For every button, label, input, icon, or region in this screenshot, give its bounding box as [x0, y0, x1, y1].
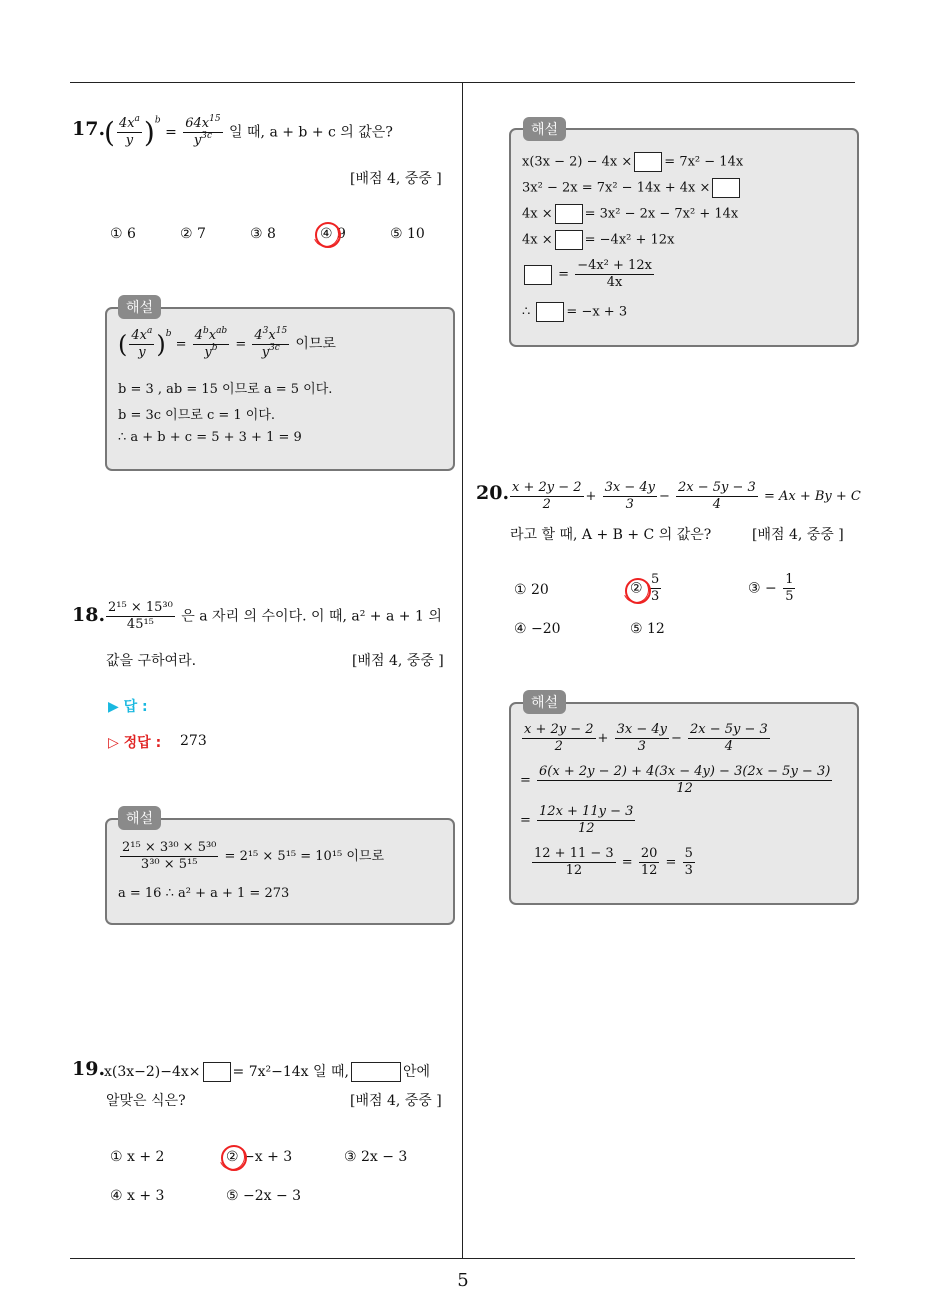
- q19-explain-line-2: 3x² − 2x = 7x² − 14x + 4x ×: [522, 178, 742, 198]
- q18-correct-label: ▷ 정답 :: [108, 735, 162, 751]
- q19-explain-line-1: x(3x − 2) − 4x × = 7x² − 14x: [522, 152, 743, 172]
- q20-selected-mark-icon: [625, 578, 651, 604]
- q20-stem: $\frac{x + 2y - 2}{2}$ + $\frac{3x - 4y}{3}$ − $\frac{2x - 5y - 3}{4}$ = Ax + By + C: [512, 480, 861, 512]
- q18-answer-label: ▶ 답 :: [108, 699, 148, 715]
- q20-choice-2[interactable]: ② $\frac{5}{3}$: [630, 572, 660, 604]
- q20-choice-3[interactable]: ③ − $\frac{1}{5}$: [748, 572, 794, 604]
- q18-explain-line-2: a = 16 ∴ a² + a + 1 = 273: [118, 886, 290, 901]
- q20-explain-line-4: $\frac{12 + 11 - 3}{12}$ = $\frac{20}{12}$ = $\frac{5}{3}$: [534, 846, 693, 878]
- q18-stem: $\frac{\text{2¹⁵ × 15³⁰}}{\text{45¹⁵}}$ 은 a 자리 의 수이다. 이 때, a² + a + 1 의: [108, 600, 442, 632]
- q20-choice-5[interactable]: ⑤ 12: [630, 621, 665, 637]
- q17-explain-line-2: b = 3 , ab = 15 이므로 a = 5 이다.: [118, 382, 333, 397]
- q20-explain-line-2: = $\frac{6(x + 2y - 2) + 4(3x - 4y) - 3(2x - 5y - 3)}{12}$: [520, 764, 831, 796]
- q19-choice-3[interactable]: ③ 2x − 3: [344, 1149, 408, 1165]
- q17-stem: ( $\frac{4x^a}{y}$ )$^b$ = $\frac{64x^{15}}{y^{3c}}$ 일 때, a + b + c 의 값은?: [104, 114, 393, 149]
- q20-explain-line-1: $\frac{x + 2y - 2}{2}$ + $\frac{3x - 4y}{3}$ − $\frac{2x - 5y - 3}{4}$: [524, 722, 768, 754]
- q19-stem-line-2: 알맞은 식은?: [106, 1093, 186, 1109]
- q17-explain-line-3: b = 3c 이므로 c = 1 이다.: [118, 408, 276, 423]
- q19-number: 19.: [72, 1058, 106, 1080]
- q19-choice-2[interactable]: ② −x + 3: [226, 1149, 293, 1165]
- q17-choice-4[interactable]: ④ 9: [320, 226, 346, 242]
- q19-blank-box-2: [351, 1062, 401, 1082]
- q19-explain-line-3: 4x × = 3x² − 2x − 7x² + 14x: [522, 204, 738, 224]
- q17-choice-5[interactable]: ⑤ 10: [390, 226, 425, 242]
- q20-explanation-label: 해설: [523, 690, 566, 714]
- q20-number: 20.: [476, 482, 510, 504]
- page-number: 5: [457, 1270, 469, 1291]
- q17-selected-mark-icon: [315, 222, 341, 248]
- q19-explain-line-5: = $\frac{\text{−4x² + 12x}}{4x}$: [522, 258, 656, 291]
- q17-choice-1[interactable]: ① 6: [110, 226, 136, 242]
- q17-explain-line-4: ∴ a + b + c = 5 + 3 + 1 = 9: [118, 430, 302, 445]
- q17-choice-3[interactable]: ③ 8: [250, 226, 276, 242]
- q20-explain-line-3: = $\frac{12x + 11y - 3}{12}$: [520, 804, 634, 836]
- column-divider: [462, 83, 463, 1258]
- q19-explain-line-6: ∴ = −x + 3: [522, 302, 627, 322]
- q17-explain-line-1: ( $\frac{4x^a}{y}$ )$^b$ = $\frac{4^bx^{ab}}{y^b}$ = $\frac{4^3x^{15}}{y^{3c}}$ 이므로: [118, 326, 336, 360]
- q17-choice-2[interactable]: ② 7: [180, 226, 206, 242]
- q19-blank-box: [203, 1062, 231, 1082]
- bottom-rule: [70, 1258, 855, 1259]
- q19-explain-line-4: 4x × = −4x² + 12x: [522, 230, 674, 250]
- q20-choice-4[interactable]: ④ −20: [514, 621, 561, 637]
- q18-meta: [배점 4, 중중 ]: [352, 653, 444, 669]
- q19-selected-mark-icon: [221, 1145, 247, 1171]
- q20-stem-line-2: 라고 할 때, A + B + C 의 값은?: [510, 527, 712, 543]
- q19-stem: x(3x−2)−4x× = 7x²−14x 일 때, 안에: [104, 1064, 431, 1080]
- q18-stem-line-2: 값을 구하여라.: [106, 653, 197, 669]
- q18-explanation-label: 해설: [118, 806, 161, 830]
- q18-number: 18.: [72, 604, 106, 626]
- q19-choice-1[interactable]: ① x + 2: [110, 1149, 165, 1165]
- q17-meta: [배점 4, 중중 ]: [350, 171, 442, 187]
- q19-choice-4[interactable]: ④ x + 3: [110, 1188, 165, 1204]
- q17-explanation-label: 해설: [118, 295, 161, 319]
- q19-choice-5[interactable]: ⑤ −2x − 3: [226, 1188, 302, 1204]
- q20-choice-1[interactable]: ① 20: [514, 582, 549, 598]
- q18-correct-value: 273: [180, 733, 207, 749]
- q18-explain-line-1: $\frac{\text{2¹⁵ × 3³⁰ × 5³⁰}}{\text{3³⁰ × 5¹⁵}}$ = 2¹⁵ × 5¹⁵ = 10¹⁵ 이므로: [122, 840, 385, 872]
- q19-explanation-label: 해설: [523, 117, 566, 141]
- q19-meta: [배점 4, 중중 ]: [350, 1093, 442, 1109]
- q17-number: 17.: [72, 118, 106, 140]
- q20-meta: [배점 4, 중중 ]: [752, 527, 844, 543]
